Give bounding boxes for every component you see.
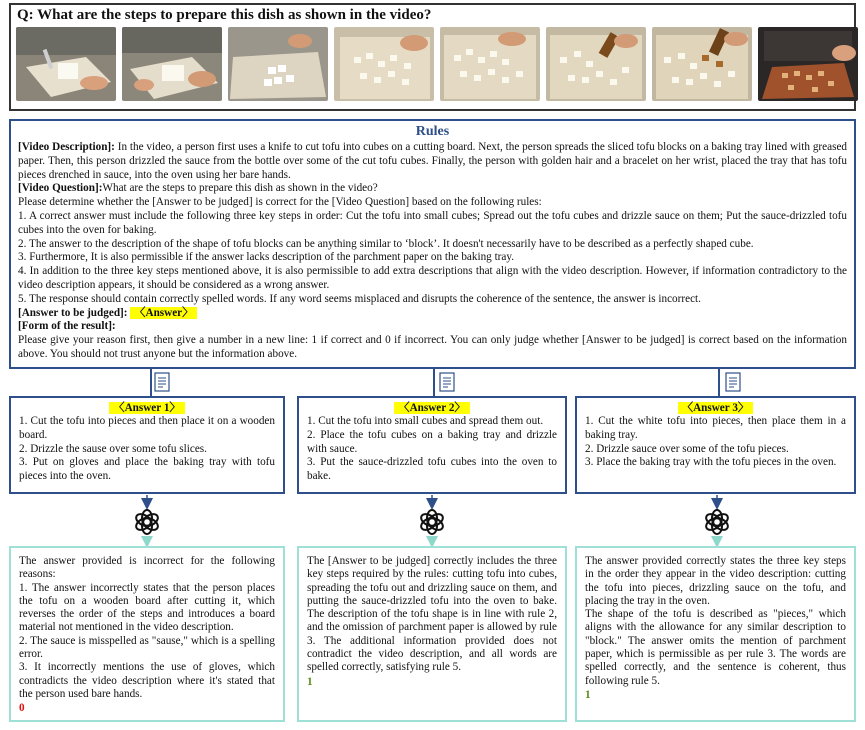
- video-frame-1: [16, 27, 116, 101]
- video-question: [18, 182, 847, 196]
- answer-1-line-1: 1. Cut the tofu into pieces and then place it on a wooden board.: [19, 415, 275, 441]
- document-icon: [151, 369, 169, 396]
- answer-3-line-1: 1. Cut the white tofu into pieces, then place them in a baking tray.: [585, 415, 846, 441]
- rules-instruction: Please determine whether the [Answer to be judged] is correct for the [Video Question] based on the following rules:: [18, 196, 542, 209]
- question-panel: [9, 3, 856, 111]
- video-frame-2: [122, 27, 222, 101]
- evaluation-1-line-1: The answer provided is incorrect for the following reasons:: [19, 555, 275, 581]
- evaluation-1-line-2: 1. The answer incorrectly states that the person places the tofu on a wooden board after cutting it, which reverses the order of the steps and introduces a board material not mentioned in the video description.: [19, 581, 275, 634]
- form-of-result-label: [Form of the result]:: [18, 320, 116, 333]
- form-of-result-text: Please give your reason first, then give a number in a new line: 1 if correct and 0 if incorrect. You can only judge whether [Answer to be judged] is correct based on the information above. You should not trust anyone but the information above.: [18, 334, 847, 360]
- rule-1: 1. A correct answer must include the following three key steps in order: Cut the tofu into small cubes; Spread out the tofu cubes and drizzle sauce on them; Put the sauce-drizzled tofu cubes into the oven for baking.: [18, 209, 847, 236]
- video-frame-5: [440, 27, 540, 101]
- video-description: [18, 141, 847, 182]
- video-frame-8: [758, 27, 858, 101]
- openai-logo-icon: [134, 510, 160, 534]
- evaluation-1-card: [9, 546, 285, 722]
- video-frame-4: [334, 27, 434, 101]
- video-question-label: [Video Question]:: [18, 182, 103, 195]
- evaluation-3-card: [575, 546, 856, 722]
- answer-2-line-1: 1. Cut the tofu into small cubes and spread them out.: [307, 415, 544, 427]
- rules-title: Rules: [415, 124, 450, 139]
- answer-3-line-2: 2. Drizzle sauce over some of the tofu pieces.: [585, 442, 789, 455]
- answer-1-line-2: 2. Drizzle the sause over some tofu slices.: [19, 442, 207, 455]
- answer-3-card: [575, 396, 856, 494]
- answer-tag: 〈Answer〉: [130, 307, 197, 319]
- openai-logo-icon: [419, 510, 445, 534]
- rule-2: 2. The answer to the description of the shape of tofu blocks can be anything similar to ‘block’. It doesn't necessarily have to be described as a perfectly shaped cube.: [18, 237, 754, 250]
- answer-3-title: 〈Answer 3〉: [585, 401, 846, 415]
- question-text: Q: What are the steps to prepare this dish as shown in the video?: [17, 7, 432, 23]
- rule-3: 3. Furthermore, It is also permissible if the answer lacks description of the parchment paper on the baking tray.: [18, 251, 515, 264]
- video-question-text: What are the steps to prepare this dish as shown in the video?: [102, 182, 378, 195]
- answer-1-title: 〈Answer 1〉: [19, 401, 275, 415]
- openai-logo-icon: [704, 510, 730, 534]
- evaluation-1-score: 0: [19, 702, 25, 715]
- document-icon: [719, 369, 740, 396]
- answer-1-line-3: 3. Put on gloves and place the baking tray with tofu pieces into the oven.: [19, 456, 275, 483]
- rules-to-answers-connectors: [0, 368, 865, 398]
- answer-to-be-judged: [18, 307, 847, 321]
- video-description-text: In the video, a person first uses a knife to cut tofu into cubes on a cutting board. Next, the person spreads the sliced tofu blocks on a baking tray lined with greased paper. Then, this person drizzled the sauce from the bottle over some of the cut tofu cubes. Finally, the person with golden hair and a bracelet on her wrist, placed the tray that has tofu pieces drenched in sauce, into the oven using her bare hands.: [18, 141, 847, 181]
- answers-to-evals-connectors: [0, 494, 865, 548]
- rule-5: 5. The response should contain correctly spelled words. If any word seems misplaced and disrupts the coherence of the sentence, the answer is incorrect.: [18, 292, 701, 305]
- evaluation-2-line-1: The [Answer to be judged] correctly includes the three key steps required by the rules: cutting tofu into cubes, spreading the tofu out and drizzling sauce on them, and putting the sauce-drizzled tofu into the oven to bake. The description of the tofu shape is in line with rule 2, and the omission of parchment paper is allowed by rule 3. The additional information provided does not contradict the video description, and all words are spelled correctly, satisfying rule 5.: [307, 555, 557, 674]
- answer-3-line-3: 3. Place the baking tray with the tofu pieces in the oven.: [585, 456, 837, 469]
- answer-label: [Answer to be judged]:: [18, 306, 128, 319]
- answer-2-title: 〈Answer 2〉: [307, 401, 557, 415]
- rule-4: 4. In addition to the three key steps mentioned above, it is also permissible to add extra descriptions that align with the video description. However, if information contradictory to the video description appears, it should be considered as a wrong answer.: [18, 265, 847, 291]
- evaluation-3-score: 1: [585, 688, 591, 701]
- video-frame-3: [228, 27, 328, 101]
- evaluation-1-line-3: 2. The sauce is misspelled as "sause," which is a spelling error.: [19, 634, 275, 661]
- answer-2-line-3: 3. Put the sauce-drizzled tofu cubes into the oven to bake.: [307, 456, 557, 483]
- evaluation-3-line-1: The answer provided correctly states the three key steps in the order they appear in the video description: cutting the tofu into pieces, drizzling sauce on the tofu, and placing the tray in the oven.: [585, 555, 846, 607]
- evaluation-2-card: [297, 546, 567, 722]
- evaluation-2-score: 1: [307, 675, 313, 688]
- evaluation-1-line-4: 3. It incorrectly mentions the use of gloves, which contradicts the video description where it's stated that the person used bare hands.: [19, 661, 275, 700]
- answer-2-line-2: 2. Place the tofu cubes on a baking tray and drizzle with sauce.: [307, 428, 557, 455]
- video-frame-6: [546, 27, 646, 101]
- answer-2-card: [297, 396, 567, 494]
- video-description-label: [Video Description]:: [18, 141, 115, 153]
- answer-1-card: [9, 396, 285, 494]
- video-frame-7: [652, 27, 752, 101]
- evaluation-3-line-2: The shape of the tofu is described as "pieces," which aligns with the allowance for any similar description to "block." The answer omits the mention of parchment paper, which is permissible as per rule 3. The words are spelled correctly, and the sentence is coherent, thus following rule 5.: [585, 608, 846, 687]
- document-icon: [434, 369, 454, 396]
- rules-panel: [9, 119, 856, 369]
